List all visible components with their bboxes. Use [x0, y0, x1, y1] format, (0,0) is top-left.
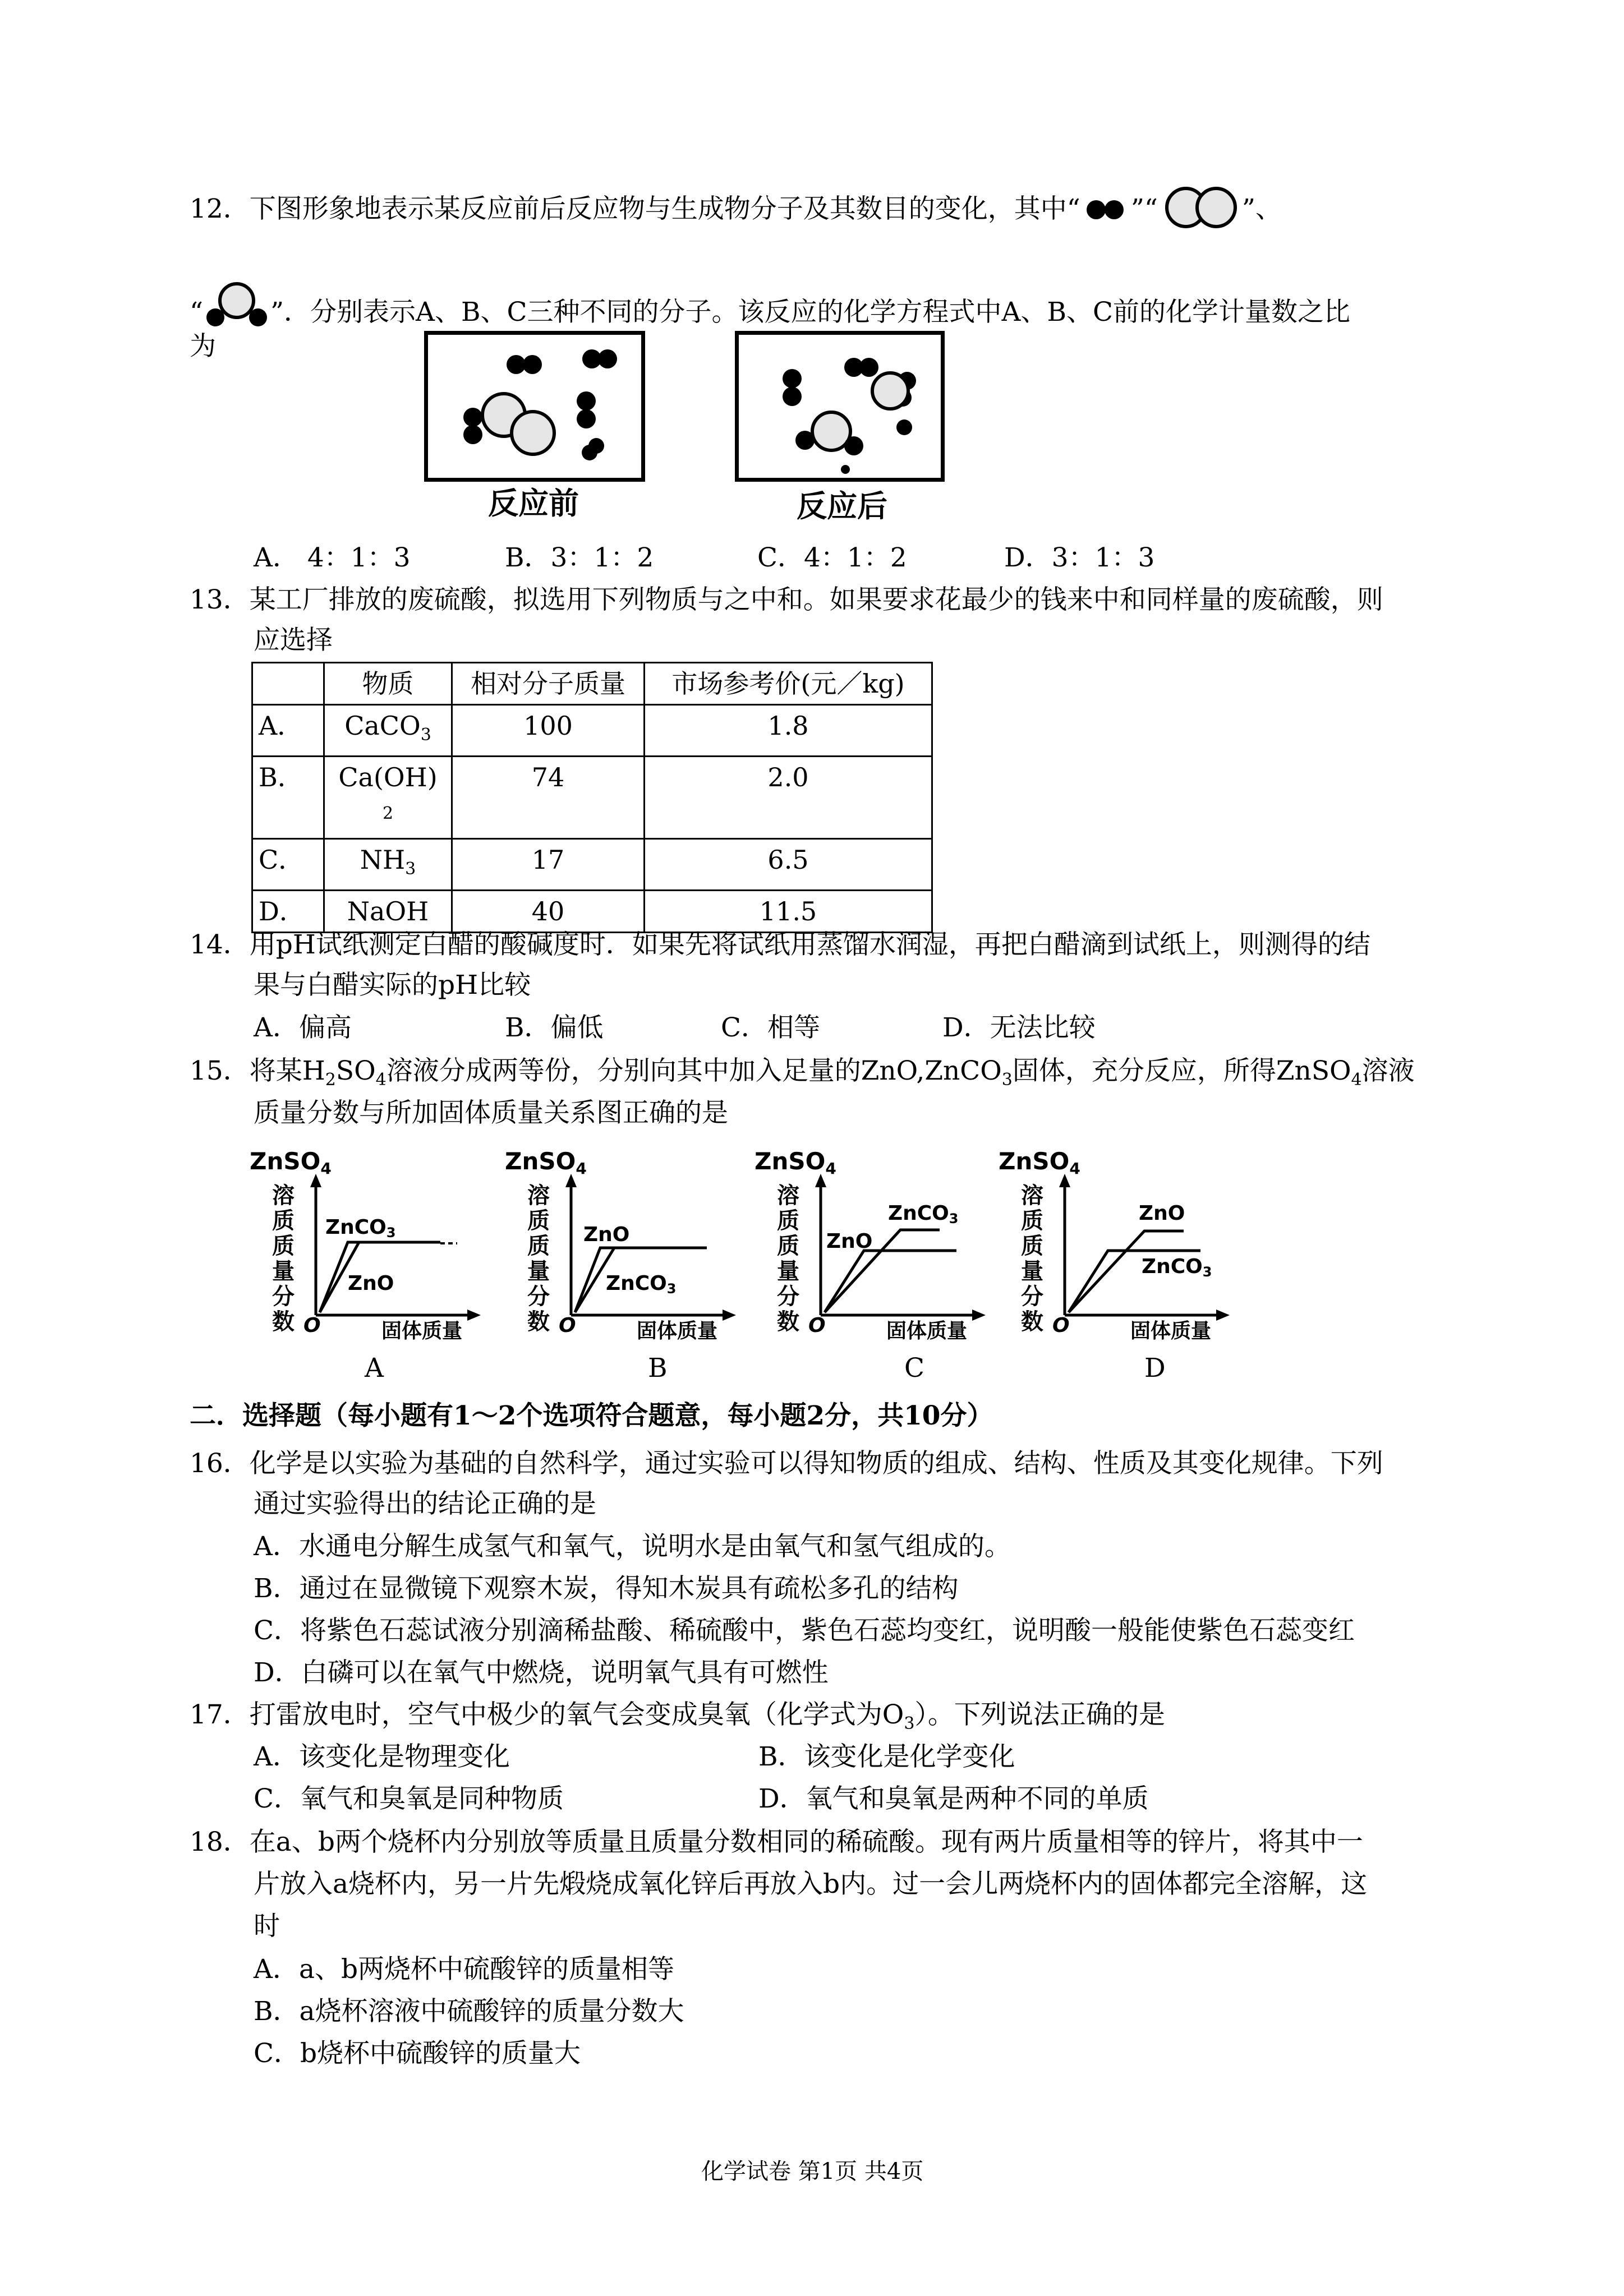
- q15-subscript: 3: [1001, 1070, 1013, 1090]
- table-header-cell: 物质: [324, 663, 452, 705]
- q18-line2: 片放入a烧杯内，另一片先煅烧成氧化锌后再放入b内。过一会儿两烧杯内的固体都完全溶解，这: [254, 1869, 1368, 1899]
- q17-text: 17．打雷放电时，空气中极少的氧气会变成臭氧（化学式为O: [190, 1699, 904, 1730]
- q16-option-b: B．通过在显微镜下观察木炭，得知木炭具有疏松多孔的结构: [254, 1573, 959, 1604]
- graph-ylabel: [777, 1183, 799, 1335]
- page-footer: 化学试卷 第1页 共4页: [701, 2159, 924, 2184]
- q17-text: ）。下列说法正确的是: [914, 1699, 1165, 1730]
- svg-text:质: 质: [527, 1208, 550, 1234]
- fig-after-box: [735, 331, 945, 482]
- graph-label-zno: ZnO: [1139, 1202, 1185, 1225]
- q16-option-d: D．白磷可以在氧气中燃烧，说明氧气具有可燃性: [254, 1657, 829, 1688]
- table-cell-price: 6.5: [645, 839, 932, 891]
- q18-line3: 时: [254, 1911, 280, 1942]
- svg-text:数: 数: [777, 1309, 799, 1335]
- q15-text: 15．将某H: [190, 1055, 325, 1086]
- graph-xlabel: 固体质量: [637, 1320, 718, 1343]
- q14-option-d: D．无法比较: [942, 1012, 1096, 1043]
- table-row: [252, 839, 932, 891]
- svg-text:质: 质: [1021, 1208, 1043, 1234]
- table-header-row: [252, 663, 932, 705]
- svg-text:质: 质: [527, 1233, 550, 1259]
- molecule-a-icon: [1080, 199, 1131, 221]
- q15-graph-c: [755, 1147, 1013, 1349]
- substance-formula: CaCO: [344, 711, 421, 741]
- table-row: [252, 757, 932, 839]
- svg-text:溶: 溶: [777, 1183, 799, 1209]
- graph-xlabel: 固体质量: [886, 1320, 968, 1343]
- substance-formula: NH: [360, 845, 406, 875]
- q18-option-c: C．b烧杯中硫酸锌的质量大: [254, 2038, 581, 2069]
- graph-xlabel: 固体质量: [381, 1320, 463, 1343]
- substance-formula: Ca(OH): [338, 762, 438, 792]
- table-cell-price: 11.5: [645, 891, 932, 933]
- q14-option-a: A．偏高: [254, 1012, 352, 1043]
- q15-graph-label-c: C: [904, 1353, 924, 1384]
- substance-subscript: 2: [382, 804, 394, 823]
- table-cell-price: 2.0: [645, 757, 932, 839]
- table-header-cell: 市场参考价(元／kg): [645, 663, 932, 705]
- q12-option-c: C．4：1：2: [757, 542, 907, 573]
- graph-label-znco3: ZnCO3: [888, 1202, 959, 1227]
- graph-ylabel: [527, 1183, 550, 1335]
- q17-option-b: B．该变化是化学变化: [758, 1741, 1015, 1772]
- table-cell-option: A．: [252, 705, 324, 757]
- graph-origin: O: [559, 1314, 576, 1337]
- q12-line1-text-c: ”、: [1241, 193, 1282, 224]
- q15-graph-label-b: B: [648, 1353, 668, 1384]
- svg-text:量: 量: [272, 1258, 295, 1284]
- graph-label-znco3: ZnCO3: [325, 1216, 396, 1241]
- svg-text:数: 数: [1021, 1309, 1043, 1335]
- q12-line1-text-b: ”“: [1130, 193, 1158, 224]
- svg-text:溶: 溶: [527, 1183, 550, 1209]
- table-cell-mass: 17: [452, 839, 645, 891]
- molecule-c-icon: [203, 280, 270, 331]
- table-cell-substance: [324, 705, 452, 757]
- fig-before-molecules: [428, 335, 641, 478]
- graph-origin: O: [1052, 1314, 1070, 1337]
- q14-line1: 14．用pH试纸测定白醋的酸碱度时．如果先将试纸用蒸馏水润湿，再把白醋滴到试纸上，则测得的结: [190, 929, 1370, 960]
- q15-line1: [190, 1054, 1415, 1097]
- q15-graph-a: [250, 1147, 508, 1349]
- graph-title: ZnSO4: [505, 1147, 587, 1178]
- q15-graph-label-d: D: [1144, 1353, 1166, 1384]
- svg-text:质: 质: [272, 1233, 295, 1259]
- graph-label-zno: ZnO: [826, 1230, 873, 1253]
- q15-text: SO: [335, 1055, 376, 1086]
- q13-table: [251, 662, 933, 933]
- svg-text:量: 量: [527, 1258, 550, 1284]
- q17-option-c: C．氧气和臭氧是同种物质: [254, 1783, 564, 1814]
- svg-text:数: 数: [527, 1309, 550, 1335]
- q16-option-c: C．将紫色石蕊试液分别滴稀盐酸、稀硫酸中，紫色石蕊均变红，说明酸一般能使紫色石蕊变红: [254, 1615, 1355, 1646]
- graph-ylabel: [1021, 1183, 1043, 1335]
- svg-text:溶: 溶: [272, 1183, 295, 1209]
- section2-heading: 二．选择题（每小题有1～2个选项符合题意，每小题2分，共10分）: [190, 1400, 993, 1431]
- table-cell-mass: 74: [452, 757, 645, 839]
- svg-text:分: 分: [527, 1284, 550, 1310]
- svg-text:质: 质: [1021, 1233, 1043, 1259]
- q15-graph-label-a: A: [365, 1353, 384, 1384]
- q18-line1: 18．在a、b两个烧杯内分别放等质量且质量分数相同的稀硫酸。现有两片质量相等的锌片，将其中一: [190, 1827, 1363, 1857]
- fig-before-label: 反应前: [488, 486, 579, 521]
- table-cell-substance: [324, 891, 452, 933]
- q12-line2: [190, 280, 1350, 331]
- table-cell-mass: 40: [452, 891, 645, 933]
- graph-label-znco3: ZnCO3: [606, 1272, 677, 1297]
- q14-option-b: B．偏低: [505, 1012, 604, 1043]
- q12-line2-text-b: ”．分别表示A、B、C三种不同的分子。该反应的化学方程式中A、B、C前的化学计量数之比: [270, 297, 1350, 328]
- q12-option-a: A． 4：1：3: [254, 542, 411, 573]
- table-row: [252, 891, 932, 933]
- q12-line1: [190, 185, 1282, 230]
- q17-option-a: A．该变化是物理变化: [254, 1741, 510, 1772]
- graph-title: ZnSO4: [755, 1147, 836, 1178]
- table-cell-price: 1.8: [645, 705, 932, 757]
- table-cell-option: D．: [252, 891, 324, 933]
- graph-title: ZnSO4: [999, 1147, 1080, 1178]
- svg-text:分: 分: [272, 1284, 295, 1310]
- molecule-b-icon: [1158, 185, 1242, 230]
- svg-text:质: 质: [777, 1233, 799, 1259]
- q16-line1: 16．化学是以实验为基础的自然科学，通过实验可以得知物质的组成、结构、性质及其变化规律。下列: [190, 1448, 1383, 1479]
- q13-line2: 应选择: [254, 625, 333, 656]
- q14-line2: 果与白醋实际的pH比较: [254, 970, 531, 1001]
- table-cell-mass: 100: [452, 705, 645, 757]
- substance-subscript: 3: [420, 725, 431, 745]
- table-cell-substance: [324, 757, 452, 839]
- q15-graph-b: [505, 1147, 763, 1349]
- q12-line3: 为: [190, 331, 216, 362]
- svg-text:溶: 溶: [1021, 1183, 1043, 1209]
- svg-text:质: 质: [777, 1208, 799, 1234]
- q17-subscript: 3: [904, 1714, 915, 1733]
- table-header-cell: 相对分子质量: [452, 663, 645, 705]
- fig-after-label: 反应后: [797, 488, 887, 524]
- q15-text: 固体，充分反应，所得ZnSO: [1012, 1055, 1351, 1086]
- q12-option-b: B．3：1：2: [505, 542, 654, 573]
- substance-subscript: 3: [405, 859, 416, 879]
- svg-text:分: 分: [1021, 1284, 1043, 1310]
- graph-label-zno: ZnO: [583, 1223, 630, 1246]
- table-cell-option: B．: [252, 757, 324, 839]
- graph-origin: O: [303, 1314, 321, 1337]
- q15-line2: 质量分数与所加固体质量关系图正确的是: [254, 1098, 728, 1128]
- table-header-cell: [252, 663, 324, 705]
- svg-text:数: 数: [272, 1309, 295, 1335]
- q12-line1-text-a: 12．下图形象地表示某反应前后反应物与生成物分子及其数目的变化，其中“: [190, 193, 1080, 224]
- substance-formula: NaOH: [347, 896, 429, 926]
- q16-line2: 通过实验得出的结论正确的是: [254, 1488, 596, 1519]
- graph-label-znco3: ZnCO3: [1142, 1255, 1212, 1280]
- q14-option-c: C．相等: [721, 1012, 820, 1043]
- q15-text: 溶液: [1361, 1055, 1415, 1086]
- svg-text:分: 分: [777, 1284, 799, 1310]
- table-cell-option: C．: [252, 839, 324, 891]
- q18-option-a: A．a、b两烧杯中硫酸锌的质量相等: [254, 1954, 675, 1985]
- graph-ylabel: [272, 1183, 295, 1335]
- q12-line2-text-a: “: [190, 297, 204, 328]
- table-cell-substance: [324, 839, 452, 891]
- q16-option-a: A．水通电分解生成氢气和氧气，说明水是由氧气和氢气组成的。: [254, 1531, 1011, 1562]
- q15-subscript: 4: [1351, 1070, 1362, 1090]
- graph-label-zno: ZnO: [348, 1272, 394, 1295]
- q15-subscript: 2: [325, 1070, 336, 1090]
- q17-line1: [190, 1698, 1165, 1741]
- svg-text:质: 质: [272, 1208, 295, 1234]
- q12-option-d: D．3：1：3: [1004, 542, 1155, 573]
- q13-line1: 13．某工厂排放的废硫酸，拟选用下列物质与之中和。如果要求花最少的钱来中和同样量的废硫酸，则: [190, 584, 1383, 615]
- table-row: [252, 705, 932, 757]
- q18-option-b: B．a烧杯溶液中硫酸锌的质量分数大: [254, 1996, 684, 2027]
- fig-before-box: [424, 331, 645, 482]
- q17-option-d: D．氧气和臭氧是两种不同的单质: [758, 1783, 1149, 1814]
- q15-graph-d: [999, 1147, 1257, 1349]
- q15-subscript: 4: [375, 1070, 387, 1090]
- graph-origin: O: [808, 1314, 826, 1337]
- fig-after-molecules: [739, 335, 941, 478]
- graph-title: ZnSO4: [250, 1147, 332, 1178]
- q15-text: 溶液分成两等份，分别向其中加入足量的ZnO,ZnCO: [386, 1055, 1002, 1086]
- svg-text:量: 量: [777, 1258, 799, 1284]
- graph-xlabel: 固体质量: [1130, 1320, 1212, 1343]
- svg-text:量: 量: [1021, 1258, 1043, 1284]
